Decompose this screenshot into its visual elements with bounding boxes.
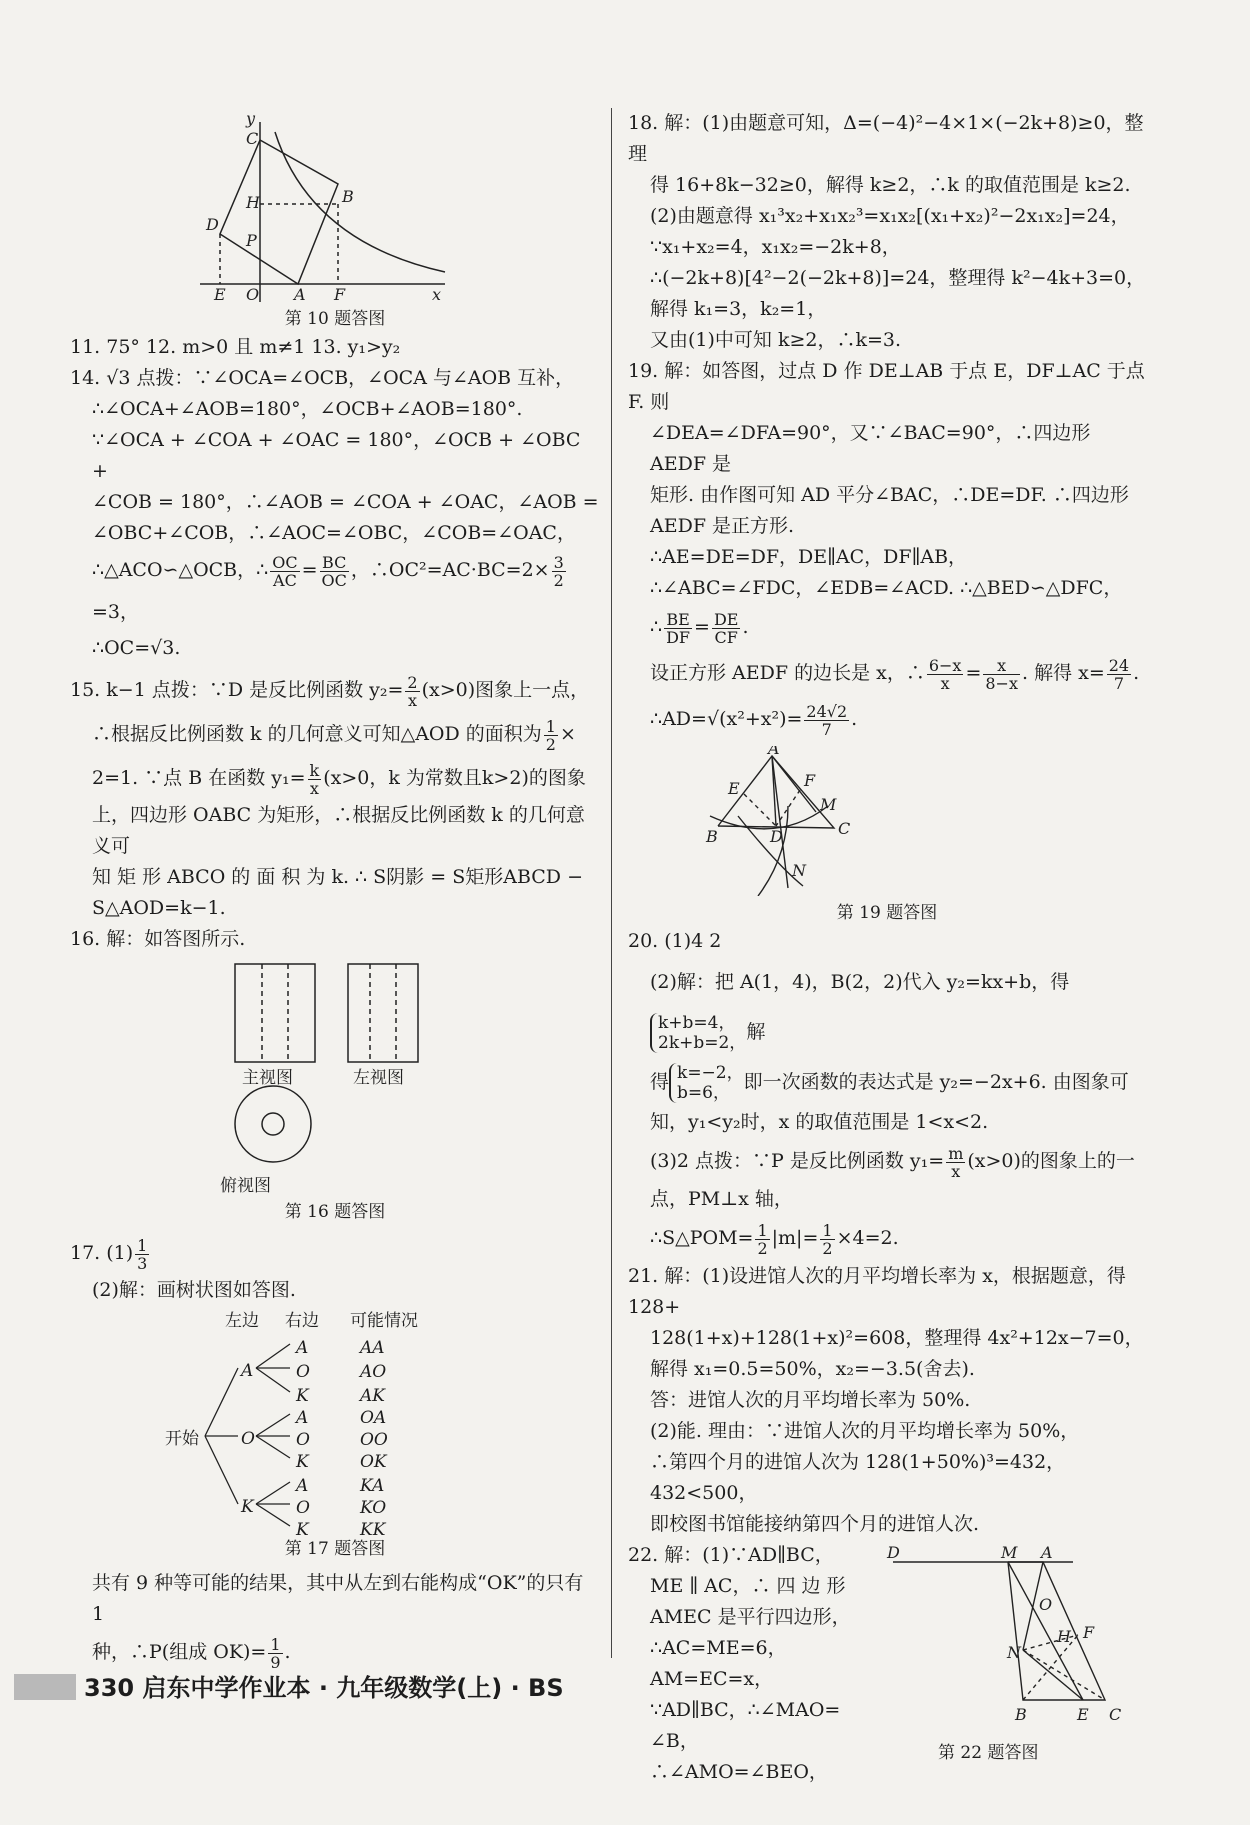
figure-10-caption: 第 10 题答图: [284, 309, 386, 329]
q22-line-2: ME ∥ AC，∴ 四 边 形: [650, 1575, 846, 1597]
q22-text: [628, 1540, 868, 1788]
tree-outcome-2: AO: [360, 1362, 387, 1382]
q21-line-6: ∴第四个月的进馆人次为 128(1+50%)³=432，432<500，: [650, 1451, 1066, 1504]
q22-line-6: ∵AD∥BC，∴∠MAO=: [650, 1699, 841, 1721]
tree-l2-2: O: [296, 1362, 310, 1382]
q18-line-6: 解得 k₁=3，k₂=1，: [650, 298, 827, 320]
fig19-label-E: E: [728, 779, 740, 798]
answers-11-13: 11. 75° 12. m>0 且 m≠1 13. y₁>y₂: [70, 336, 401, 358]
fraction: [712, 611, 741, 646]
denominator: x: [407, 690, 418, 710]
fraction: [135, 1237, 149, 1272]
q19-line-5: ∴AE=DE=DF，DE∥AC，DF∥AB，: [650, 546, 968, 568]
fig22-label-F: F: [1083, 1623, 1095, 1642]
numerator: 3: [553, 552, 564, 572]
figure-16-caption: 第 16 题答图: [284, 1202, 386, 1222]
denominator: x: [940, 673, 950, 693]
tree-l2-4: A: [296, 1408, 309, 1428]
fig10-label-C: C: [246, 129, 259, 148]
fraction: [270, 554, 299, 589]
fig19-label-M: M: [820, 795, 837, 814]
fig22-label-N: N: [1007, 1643, 1021, 1662]
fig10-label-D: D: [206, 215, 219, 234]
q19-line-1: 19. 解：如答图，过点 D 作 DE⊥AB 于点 E，DF⊥AC 于点 F. 则: [628, 360, 1145, 413]
q18-line-5: ∴(−2k+8)[4²−2(−2k+8)]=24，整理得 k²−4k+3=0，: [650, 267, 1146, 289]
text: 即一次函数的表达式是 y₂=−2x+6. 由图象可: [743, 1071, 1129, 1093]
left-column: [70, 108, 600, 1674]
fig10-label-H: H: [246, 193, 260, 212]
tree-l2-1: A: [296, 1338, 309, 1358]
fraction: [983, 657, 1020, 692]
q21-line-2: 128(1+x)+128(1+x)²=608，整理得 4x²+12x−7=0，: [650, 1327, 1144, 1349]
fraction: [755, 1222, 769, 1257]
text: =: [965, 662, 982, 684]
text: 解: [746, 1021, 766, 1043]
numerator: k: [309, 760, 320, 780]
denominator: 9: [270, 1652, 281, 1672]
q22-line-3: AMEC 是平行四边形，: [650, 1606, 851, 1628]
q14-line-1: 14. √3 点拨：∵∠OCA=∠OCB，∠OCA 与∠AOB 互补，: [70, 367, 575, 389]
top-view-label: 俯视图: [220, 1176, 271, 1196]
fig19-label-N: N: [792, 861, 806, 880]
denominator: 2: [757, 1238, 768, 1258]
text: (2)解：把 A(1，4)，B(2，2)代入 y₂=kx+b，得: [650, 971, 1070, 993]
denominator: OC: [321, 570, 347, 590]
denominator: 3: [137, 1253, 148, 1273]
fig10-label-B: B: [342, 187, 354, 206]
fraction: [664, 611, 692, 646]
text: (3)2 点拨：∵P 是反比例函数 y₁=: [650, 1150, 945, 1172]
q21-line-7: 即校图书馆能接纳第四个月的进馆人次.: [650, 1513, 980, 1535]
q19-line-9: [628, 696, 1146, 742]
footer-bar: [14, 1674, 76, 1700]
fraction: [1107, 657, 1131, 692]
denominator: 7: [1113, 673, 1125, 693]
fig10-label-F: F: [334, 285, 346, 302]
numerator: m: [948, 1143, 964, 1163]
numerator: 1: [137, 1235, 148, 1255]
q19-line-3: 矩形. 由作图可知 AD 平分∠BAC，∴DE=DF. ∴四边形: [650, 484, 1129, 506]
tree-diagram: [70, 1306, 600, 1540]
text: =: [301, 559, 318, 581]
text: 设正方形 AEDF 的边长是 x，∴: [650, 662, 925, 684]
q18-line-1: 18. 解：(1)由题意可知，Δ=(−4)²−4×1×(−2k+8)≥0，整理: [628, 112, 1144, 165]
q19-line-6: ∴∠ABC=∠FDC，∠EDB=∠ACD. ∴△BED∽△DFC，: [650, 577, 1123, 599]
q21-line-4: 答：进馆人次的月平均增长率为 50%.: [650, 1389, 971, 1411]
book-title: 启东中学作业本 · 九年级数学(上) · BS: [142, 1674, 564, 1702]
denominator: 8−x: [985, 673, 1018, 693]
fig10-label-A: A: [294, 285, 306, 302]
q15-line-5: 知 矩 形 ABCO 的 面 积 为 k. ∴ S阴影 = S矩形ABCD −: [92, 866, 583, 888]
tree-outcome-1: AA: [360, 1338, 385, 1358]
figure-19: [628, 746, 1146, 896]
page-number: 330: [84, 1674, 135, 1702]
figure-10: [70, 112, 600, 302]
fig19-label-B: B: [706, 827, 718, 846]
q20-line-2: [628, 957, 1146, 1057]
q18-line-7: 又由(1)中可知 k≥2，∴k=3.: [650, 329, 902, 351]
q21-line-5: (2)能. 理由：∵进馆人次的月平均增长率为 50%，: [650, 1420, 1080, 1442]
q22-line-1: 22. 解：(1)∵AD∥BC，: [628, 1544, 834, 1566]
fig22-label-O: O: [1039, 1595, 1053, 1614]
fraction: [544, 718, 558, 753]
fig10-label-y: y: [246, 112, 256, 128]
figure-22-caption: 第 22 题答图: [938, 1743, 1039, 1763]
tree-l1-k: K: [241, 1497, 254, 1517]
text: .: [1133, 662, 1140, 684]
text: ×: [559, 723, 576, 745]
figure-19-diagram: [628, 746, 1146, 896]
text: ×4=2.: [836, 1227, 899, 1249]
left-view-label: 左视图: [353, 1068, 404, 1088]
q17-line-1: [70, 1231, 600, 1275]
numerator: BC: [320, 554, 349, 572]
text: (x>0)图象上一点，: [421, 679, 590, 701]
fig10-label-O: O: [246, 285, 260, 302]
q18-line-4: ∵x₁+x₂=4，x₁x₂=−2k+8，: [650, 236, 901, 258]
q16-line: 16. 解：如答图所示.: [70, 928, 246, 950]
fraction: [927, 657, 964, 692]
fig22-label-M: M: [1001, 1543, 1018, 1562]
q14-line-2: ∴∠OCA+∠AOB=180°，∠OCB+∠AOB=180°.: [92, 398, 523, 420]
tree-outcome-9: KK: [360, 1520, 386, 1540]
fraction: [946, 1145, 965, 1180]
fig22-label-C: C: [1109, 1705, 1122, 1724]
text: =: [694, 616, 710, 638]
equation: k+b=4，: [658, 1013, 736, 1033]
fig22-label-H: H: [1057, 1627, 1071, 1646]
q22-line-4: ∴AC=ME=6，: [650, 1637, 787, 1659]
numerator: OC: [272, 552, 298, 572]
numerator: 2: [407, 672, 418, 692]
text: . 解得 x=: [1021, 662, 1105, 684]
tree-l1-o: O: [241, 1429, 255, 1449]
equation: b=6，: [677, 1083, 730, 1103]
q18-line-3: (2)由题意得 x₁³x₂+x₁x₂³=x₁x₂[(x₁+x₂)²−2x₁x₂]=24，: [650, 205, 1130, 227]
figure-16-diagram: [70, 959, 600, 1169]
tree-header-outcomes: 可能情况: [350, 1311, 418, 1331]
tree-l2-9: K: [296, 1520, 309, 1540]
q22-block: [628, 1540, 1146, 1783]
q15-line-4: 上，四边形 OABC 为矩形，∴根据反比例函数 k 的几何意义可: [92, 804, 585, 857]
text: ∴S△POM=: [650, 1227, 754, 1249]
fig22-label-B: B: [1015, 1705, 1027, 1724]
equation: 2k+b=2，: [658, 1033, 747, 1053]
tree-l2-3: K: [296, 1386, 309, 1406]
denominator: CF: [714, 627, 738, 647]
q19-line-8: [628, 650, 1146, 696]
fraction: [320, 554, 349, 589]
q20-line-7: [628, 1215, 1146, 1261]
fig22-label-D: D: [887, 1543, 900, 1562]
q20-line-1: 20. (1)4 2: [628, 930, 722, 952]
fraction: [268, 1636, 282, 1671]
q14-line-5: ∠OBC+∠COB，∴∠AOC=∠OBC，∠COB=∠OAC，: [92, 522, 576, 544]
text: 得: [650, 1071, 670, 1093]
q17-line-3: 共有 9 种等可能的结果，其中从左到右能构成“OK”的只有 1: [92, 1572, 584, 1625]
tree-l2-6: K: [296, 1452, 309, 1472]
denominator: 7: [821, 719, 832, 739]
text: 15. k−1 点拨：∵D 是反比例函数 y₂=: [70, 679, 404, 701]
fig10-label-P: P: [246, 231, 257, 250]
q14-line-6: [70, 549, 600, 633]
q19-line-4: AEDF 是正方形.: [650, 515, 795, 537]
equation-system: [669, 1063, 744, 1103]
fig19-label-F: F: [804, 771, 816, 790]
tree-outcome-8: KO: [360, 1498, 387, 1518]
text: ∴根据反比例函数 k 的几何意义可知△AOD 的面积为: [92, 723, 542, 745]
text: (x>0)的图象上的一: [967, 1150, 1135, 1172]
tree-outcome-4: OA: [360, 1408, 387, 1428]
front-view-label: 主视图: [242, 1068, 293, 1088]
fraction: [804, 703, 849, 738]
text: =3，: [92, 601, 140, 623]
text: ，∴OC²=AC·BC=2×: [350, 559, 550, 581]
numerator: 1: [270, 1634, 281, 1654]
column-divider: [611, 108, 612, 1658]
fig22-label-A: A: [1041, 1543, 1053, 1562]
denominator: AC: [273, 570, 297, 590]
fig22-label-E: E: [1077, 1705, 1089, 1724]
text: ∴△ACO∽△OCB，∴: [92, 559, 269, 581]
q21-line-3: 解得 x₁=0.5=50%，x₂=−3.5(舍去).: [650, 1358, 975, 1380]
q20-line-4: 知，y₁<y₂时，x 的取值范围是 1<x<2.: [650, 1111, 989, 1133]
q20-line-5: [628, 1138, 1146, 1184]
tree-outcome-3: AK: [360, 1386, 385, 1406]
fig19-label-A: A: [768, 746, 780, 758]
fraction: [308, 762, 322, 797]
text: 2=1. ∵点 B 在函数 y₁=: [92, 767, 306, 789]
tree-l2-7: A: [296, 1476, 309, 1496]
fraction: [820, 1222, 834, 1257]
q17-line-2: (2)解：画树状图如答图.: [92, 1279, 296, 1301]
text: |m|=: [771, 1227, 819, 1249]
numerator: 1: [757, 1220, 768, 1240]
q19-line-2: ∠DEA=∠DFA=90°，又∵∠BAC=90°，∴四边形 AEDF 是: [650, 422, 1091, 475]
tree-header-left: 左边: [225, 1311, 259, 1331]
numerator: 1: [545, 716, 556, 736]
tree-start: 开始: [165, 1429, 199, 1449]
numerator: 1: [822, 1220, 833, 1240]
figure-10-diagram: [70, 112, 600, 302]
numerator: DE: [713, 609, 739, 629]
fig10-label-E: E: [214, 285, 226, 302]
q14-line-4: ∠COB = 180°，∴∠AOB = ∠COA + ∠OAC，∠AOB =: [92, 491, 599, 513]
q15-line-2: [70, 712, 600, 756]
fraction: [405, 674, 419, 709]
text: (x>0，k 为常数且k>2)的图象: [323, 767, 586, 789]
denominator: x: [309, 778, 319, 798]
q15-line-6: S△AOD=k−1.: [92, 897, 226, 919]
text: ∴: [650, 616, 663, 638]
tree-l2-5: O: [296, 1430, 310, 1450]
q17-line-4: 种，∴P(组成 OK)= $\frac{1}{9}$ .: [92, 1634, 291, 1672]
text: .: [851, 708, 858, 730]
q22-line-7: ∠B，∴∠AMO=∠BEO，: [650, 1730, 828, 1783]
q22-line-5: AM=EC=x，: [650, 1668, 774, 1690]
equation-system: [650, 1013, 746, 1053]
q14-line-3: ∵∠OCA + ∠COA + ∠OAC = 180°，∠OCB + ∠OBC +: [92, 429, 581, 482]
tree-branches: [70, 1306, 600, 1536]
q18-line-2: 得 16+8k−32≥0，解得 k≥2，∴k 的取值范围是 k≥2.: [650, 174, 1131, 196]
text: 17. (1): [70, 1242, 134, 1264]
q14-line-7: ∴OC=√3.: [92, 637, 181, 659]
equation: k=−2，: [677, 1063, 744, 1083]
tree-outcome-5: OO: [360, 1430, 388, 1450]
fig10-label-x: x: [432, 285, 442, 302]
tree-l2-8: O: [296, 1498, 310, 1518]
figure-22-diagram: [873, 1540, 1143, 1740]
page-footer: [14, 1668, 614, 1708]
numerator: 24√2: [806, 701, 848, 721]
tree-outcome-6: OK: [360, 1452, 387, 1472]
figure-17-caption: 第 17 题答图: [284, 1539, 386, 1559]
figure-19-caption: 第 19 题答图: [836, 903, 938, 923]
tree-l1-a: A: [241, 1361, 254, 1381]
figure-16: [70, 959, 600, 1169]
text: 种，∴P(组成 OK)=: [92, 1641, 267, 1663]
numerator: x: [983, 657, 1020, 675]
q15-line-1: [70, 668, 600, 712]
fig19-label-D: D: [770, 827, 783, 846]
numerator: 24: [1108, 655, 1130, 675]
numerator: 6−x: [928, 655, 962, 675]
fig19-label-C: C: [838, 819, 851, 838]
denominator: DF: [666, 627, 691, 647]
right-column: [628, 108, 1146, 1783]
q20-line-3: [628, 1057, 1146, 1107]
q19-line-7: [628, 604, 1146, 650]
text: .: [742, 616, 749, 638]
tree-outcome-7: KA: [360, 1476, 385, 1496]
q20-line-6: 点，PM⊥x 轴，: [650, 1188, 793, 1210]
tree-header-right: 右边: [285, 1311, 319, 1331]
denominator: 2: [545, 734, 556, 754]
text: ∴AD=√(x²+x²)=: [650, 708, 803, 730]
numerator: BE: [664, 611, 692, 629]
denominator: x: [951, 1161, 961, 1181]
footer-text: [84, 1668, 564, 1708]
fraction: [552, 554, 566, 589]
denominator: 2: [553, 570, 564, 590]
denominator: 2: [822, 1238, 833, 1258]
q15-line-3: [70, 756, 600, 800]
q21-line-1: 21. 解：(1)设进馆人次的月平均增长率为 x，根据题意，得 128+: [628, 1265, 1126, 1318]
